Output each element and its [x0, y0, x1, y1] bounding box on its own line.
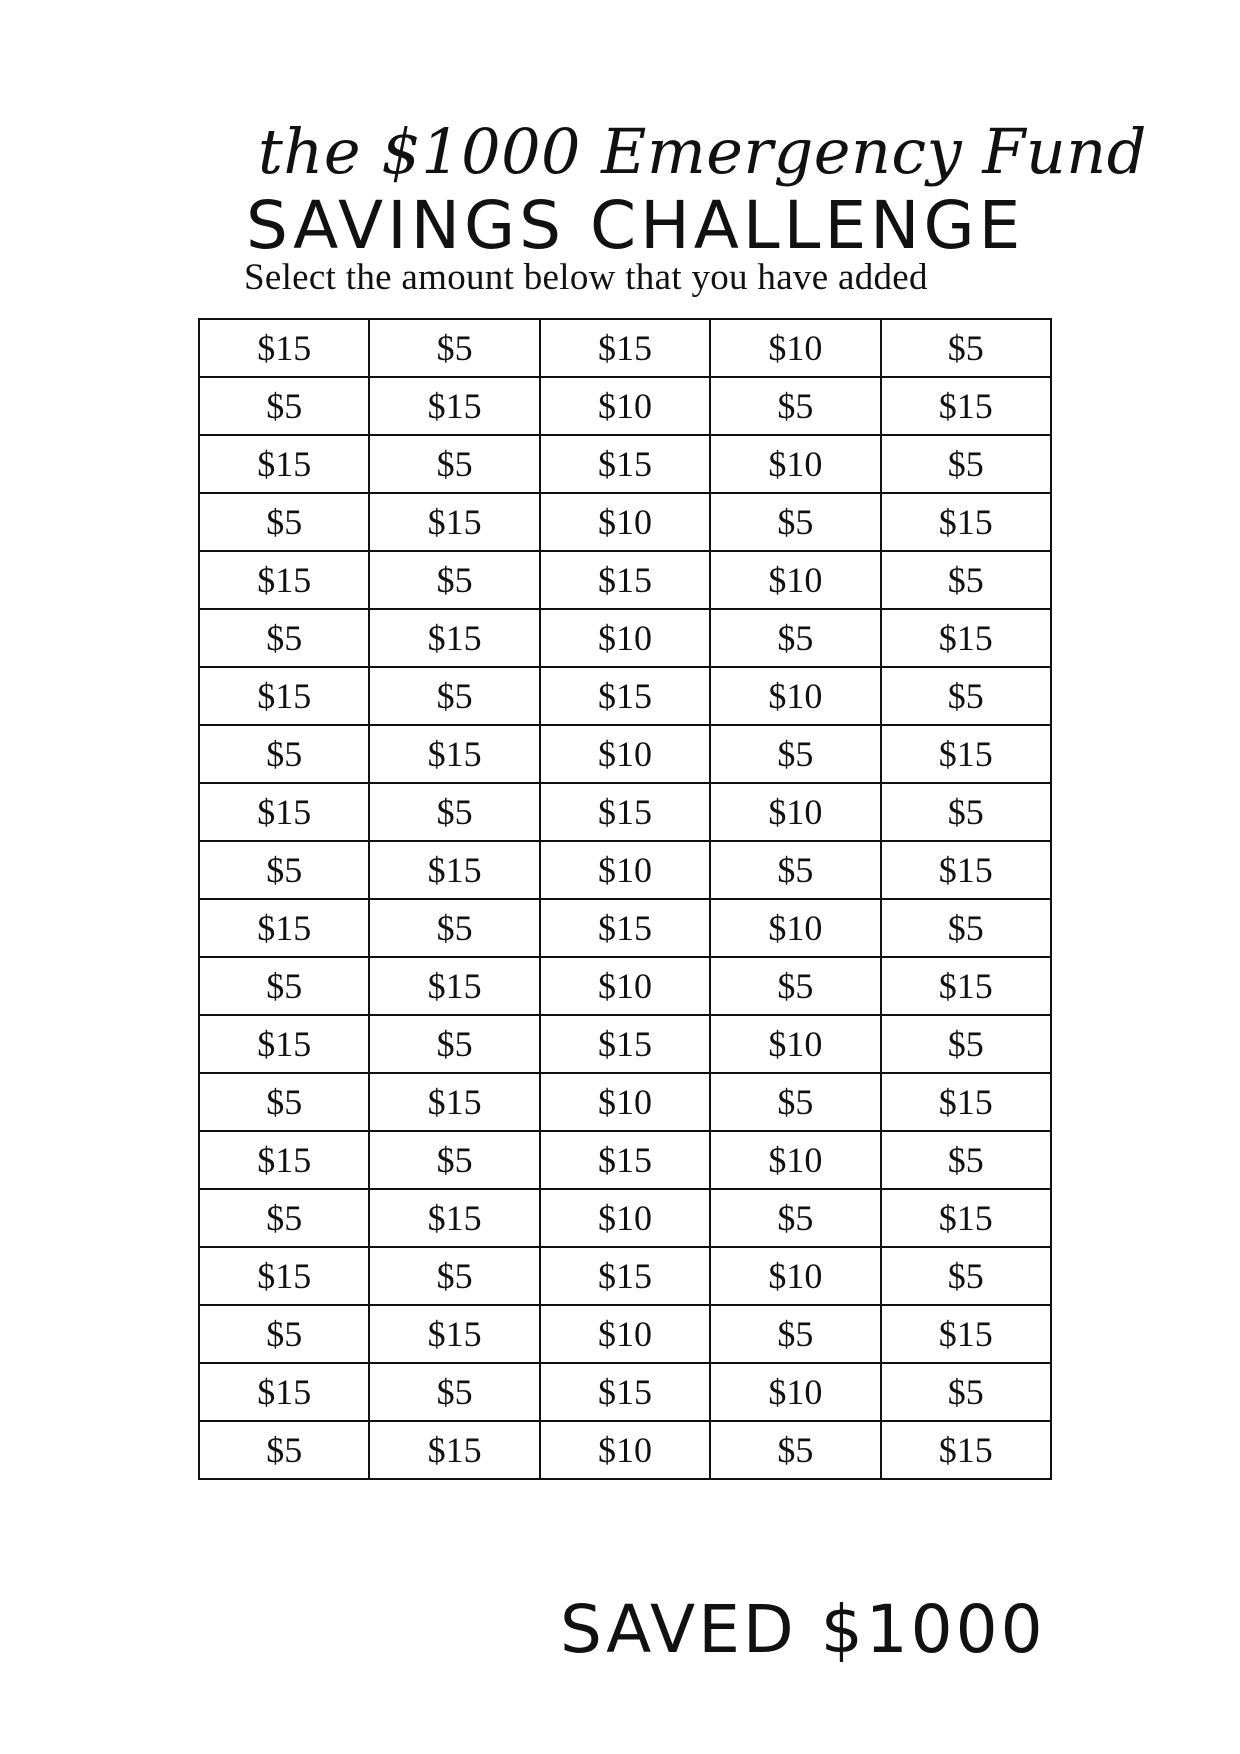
- grid-row: [199, 1189, 1051, 1247]
- amount-cell[interactable]: $10: [710, 1363, 880, 1421]
- amount-cell[interactable]: $5: [369, 667, 539, 725]
- amount-cell[interactable]: $10: [540, 377, 710, 435]
- grid-row: [199, 783, 1051, 841]
- amount-cell[interactable]: $15: [881, 1073, 1051, 1131]
- amount-cell[interactable]: $5: [881, 1363, 1051, 1421]
- amount-cell[interactable]: $5: [710, 609, 880, 667]
- amount-cell[interactable]: $5: [199, 725, 369, 783]
- amount-cell[interactable]: $15: [369, 957, 539, 1015]
- amount-cell[interactable]: $5: [199, 377, 369, 435]
- amount-cell[interactable]: $5: [881, 899, 1051, 957]
- saved-total-label: SAVED $1000: [560, 1591, 1046, 1668]
- amount-cell[interactable]: $10: [710, 1015, 880, 1073]
- amount-cell[interactable]: $5: [710, 1305, 880, 1363]
- grid-row: [199, 493, 1051, 551]
- amount-cell[interactable]: $15: [881, 377, 1051, 435]
- amount-cell[interactable]: $10: [540, 1073, 710, 1131]
- amount-cell[interactable]: $15: [540, 435, 710, 493]
- amount-cell[interactable]: $10: [710, 551, 880, 609]
- title-line-1: the $1000 Emergency Fund: [258, 115, 1147, 188]
- amount-cell[interactable]: $5: [369, 1247, 539, 1305]
- amount-cell[interactable]: $15: [199, 435, 369, 493]
- amount-cell[interactable]: $5: [710, 1189, 880, 1247]
- amount-cell[interactable]: $5: [710, 377, 880, 435]
- amount-cell[interactable]: $5: [881, 783, 1051, 841]
- amount-cell[interactable]: $5: [199, 493, 369, 551]
- amount-cell[interactable]: $5: [199, 1073, 369, 1131]
- amount-cell[interactable]: $5: [881, 319, 1051, 377]
- savings-grid-body: [199, 319, 1051, 1479]
- amount-cell[interactable]: $10: [710, 319, 880, 377]
- amount-cell[interactable]: $15: [199, 551, 369, 609]
- amount-cell[interactable]: $15: [199, 1131, 369, 1189]
- amount-cell[interactable]: $15: [881, 1421, 1051, 1479]
- amount-cell[interactable]: $15: [540, 899, 710, 957]
- grid-row: [199, 319, 1051, 377]
- amount-cell[interactable]: $15: [199, 667, 369, 725]
- amount-cell[interactable]: $10: [540, 957, 710, 1015]
- amount-cell[interactable]: $5: [369, 1363, 539, 1421]
- amount-cell[interactable]: $10: [540, 1305, 710, 1363]
- amount-cell[interactable]: $5: [369, 1015, 539, 1073]
- amount-cell[interactable]: $5: [199, 957, 369, 1015]
- amount-cell[interactable]: $5: [710, 1073, 880, 1131]
- amount-cell[interactable]: $5: [881, 1131, 1051, 1189]
- amount-cell[interactable]: $5: [710, 1421, 880, 1479]
- amount-cell[interactable]: $5: [369, 783, 539, 841]
- amount-cell[interactable]: $5: [369, 435, 539, 493]
- amount-cell[interactable]: $5: [199, 1305, 369, 1363]
- amount-cell[interactable]: $15: [881, 1305, 1051, 1363]
- amount-cell[interactable]: $15: [540, 1131, 710, 1189]
- amount-cell[interactable]: $10: [710, 435, 880, 493]
- amount-cell[interactable]: $10: [710, 667, 880, 725]
- savings-grid: [198, 318, 1052, 1480]
- amount-cell[interactable]: $5: [199, 609, 369, 667]
- grid-row: [199, 1015, 1051, 1073]
- grid-row: [199, 1073, 1051, 1131]
- amount-cell[interactable]: $15: [369, 1189, 539, 1247]
- amount-cell[interactable]: $5: [881, 551, 1051, 609]
- title-line-2: SAVINGS CHALLENGE: [246, 187, 1025, 264]
- amount-cell[interactable]: $5: [199, 1189, 369, 1247]
- grid-row: [199, 1131, 1051, 1189]
- amount-cell[interactable]: $15: [540, 1363, 710, 1421]
- amount-cell[interactable]: $15: [199, 1015, 369, 1073]
- grid-row: [199, 377, 1051, 435]
- amount-cell[interactable]: $5: [710, 841, 880, 899]
- amount-cell[interactable]: $15: [369, 841, 539, 899]
- grid-row: [199, 957, 1051, 1015]
- amount-cell[interactable]: $15: [540, 1015, 710, 1073]
- amount-cell[interactable]: $15: [881, 841, 1051, 899]
- amount-cell[interactable]: $15: [369, 1305, 539, 1363]
- amount-cell[interactable]: $15: [881, 957, 1051, 1015]
- grid-row: [199, 1305, 1051, 1363]
- grid-row: [199, 1363, 1051, 1421]
- amount-cell[interactable]: $15: [881, 1189, 1051, 1247]
- amount-cell[interactable]: $15: [369, 1073, 539, 1131]
- amount-cell[interactable]: $10: [540, 493, 710, 551]
- amount-cell[interactable]: $15: [199, 783, 369, 841]
- grid-row: [199, 551, 1051, 609]
- amount-cell[interactable]: $15: [540, 319, 710, 377]
- amount-cell[interactable]: $5: [199, 841, 369, 899]
- grid-row: [199, 435, 1051, 493]
- amount-cell[interactable]: $5: [369, 551, 539, 609]
- amount-cell[interactable]: $15: [540, 551, 710, 609]
- amount-cell[interactable]: $10: [540, 1189, 710, 1247]
- grid-row: [199, 841, 1051, 899]
- amount-cell[interactable]: $10: [540, 1421, 710, 1479]
- amount-cell[interactable]: $10: [710, 783, 880, 841]
- amount-cell[interactable]: $5: [199, 1421, 369, 1479]
- amount-cell[interactable]: $5: [881, 1015, 1051, 1073]
- amount-cell[interactable]: $5: [369, 899, 539, 957]
- amount-cell[interactable]: $5: [710, 493, 880, 551]
- amount-cell[interactable]: $10: [710, 1131, 880, 1189]
- amount-cell[interactable]: $10: [710, 1247, 880, 1305]
- amount-cell[interactable]: $10: [540, 841, 710, 899]
- amount-cell[interactable]: $15: [199, 899, 369, 957]
- amount-cell[interactable]: $15: [881, 725, 1051, 783]
- grid-row: [199, 725, 1051, 783]
- amount-cell[interactable]: $5: [369, 319, 539, 377]
- amount-cell[interactable]: $10: [540, 609, 710, 667]
- amount-cell[interactable]: $15: [369, 725, 539, 783]
- amount-cell[interactable]: $15: [540, 667, 710, 725]
- grid-row: [199, 899, 1051, 957]
- instructions-subtitle: Select the amount below that you have added: [244, 257, 928, 298]
- amount-cell[interactable]: $15: [369, 493, 539, 551]
- amount-cell[interactable]: $15: [881, 493, 1051, 551]
- amount-cell[interactable]: $15: [369, 377, 539, 435]
- amount-cell[interactable]: $15: [199, 1363, 369, 1421]
- amount-cell[interactable]: $5: [881, 667, 1051, 725]
- amount-cell[interactable]: $15: [199, 319, 369, 377]
- amount-cell[interactable]: $5: [710, 957, 880, 1015]
- amount-cell[interactable]: $10: [540, 725, 710, 783]
- grid-row: [199, 609, 1051, 667]
- amount-cell[interactable]: $10: [710, 899, 880, 957]
- amount-cell[interactable]: $5: [710, 725, 880, 783]
- amount-cell[interactable]: $15: [540, 1247, 710, 1305]
- grid-row: [199, 1247, 1051, 1305]
- amount-cell[interactable]: $15: [199, 1247, 369, 1305]
- amount-cell[interactable]: $15: [881, 609, 1051, 667]
- amount-cell[interactable]: $5: [881, 1247, 1051, 1305]
- amount-cell[interactable]: $5: [369, 1131, 539, 1189]
- amount-cell[interactable]: $15: [369, 609, 539, 667]
- grid-row: [199, 667, 1051, 725]
- grid-row: [199, 1421, 1051, 1479]
- amount-cell[interactable]: $15: [540, 783, 710, 841]
- amount-cell[interactable]: $15: [369, 1421, 539, 1479]
- amount-cell[interactable]: $5: [881, 435, 1051, 493]
